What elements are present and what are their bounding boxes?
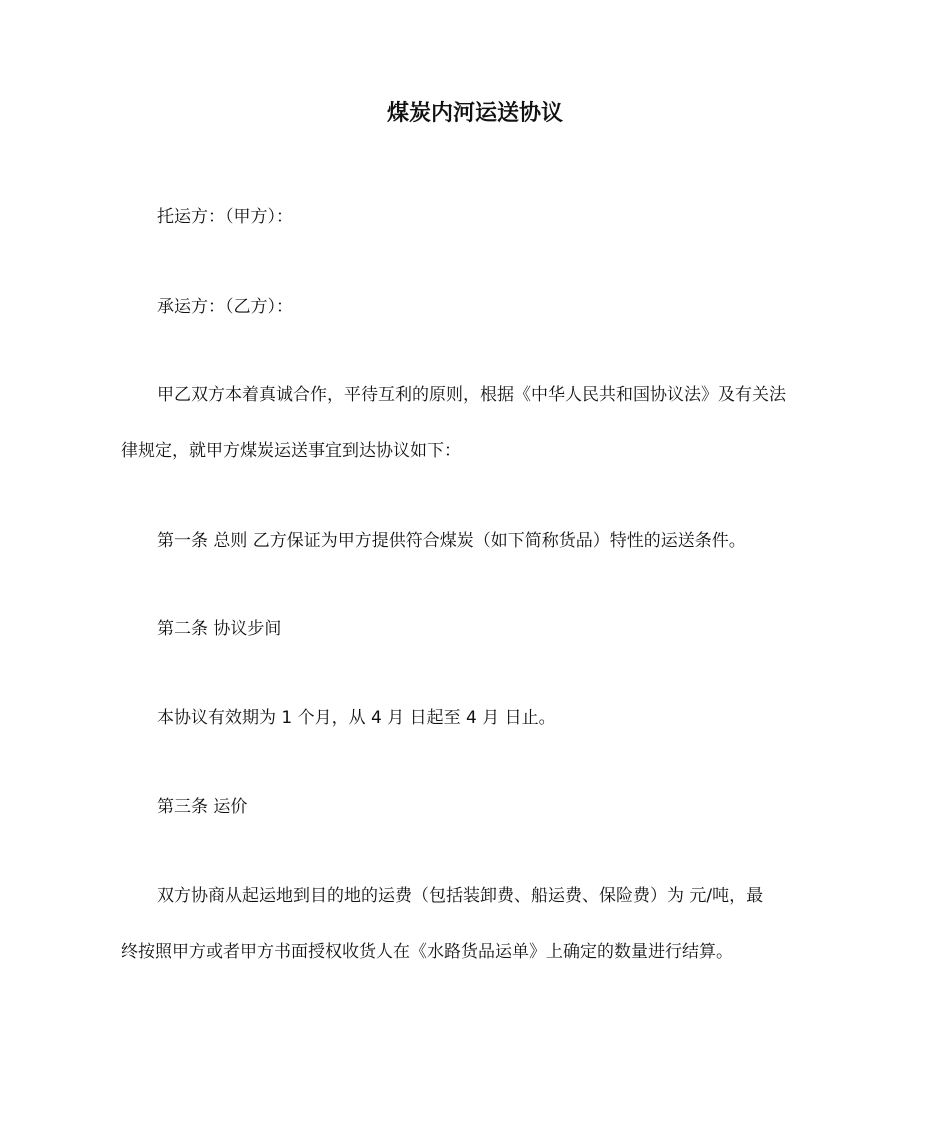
article-2-heading: 第二条 协议步间	[157, 619, 282, 639]
article-3-body-line-1: 双方协商从起运地到目的地的运费（包括装卸费、船运费、保险费）为 元/吨，最	[157, 886, 764, 906]
document-title: 煤炭内河运送协议	[386, 101, 563, 126]
party-a-line: 托运方：（甲方）：	[157, 207, 293, 227]
preamble-line-2: 律规定，就甲方煤炭运送事宜到达协议如下：	[121, 441, 461, 461]
article-1: 第一条 总则 乙方保证为甲方提供符合煤炭（如下简称货品）特性的运送条件。	[157, 531, 746, 551]
article-3-heading: 第三条 运价	[157, 797, 248, 817]
article-2-body: 本协议有效期为 1 个月，从 4 月 日起至 4 月 日止。	[157, 708, 556, 728]
article-3-body-line-2: 终按照甲方或者甲方书面授权收货人在《水路货品运单》上确定的数量进行结算。	[121, 942, 733, 962]
preamble-line-1: 甲乙双方本着真诚合作，平待互利的原则，根据《中华人民共和国协议法》及有关法	[157, 385, 786, 405]
party-b-line: 承运方：（乙方）：	[157, 297, 293, 317]
